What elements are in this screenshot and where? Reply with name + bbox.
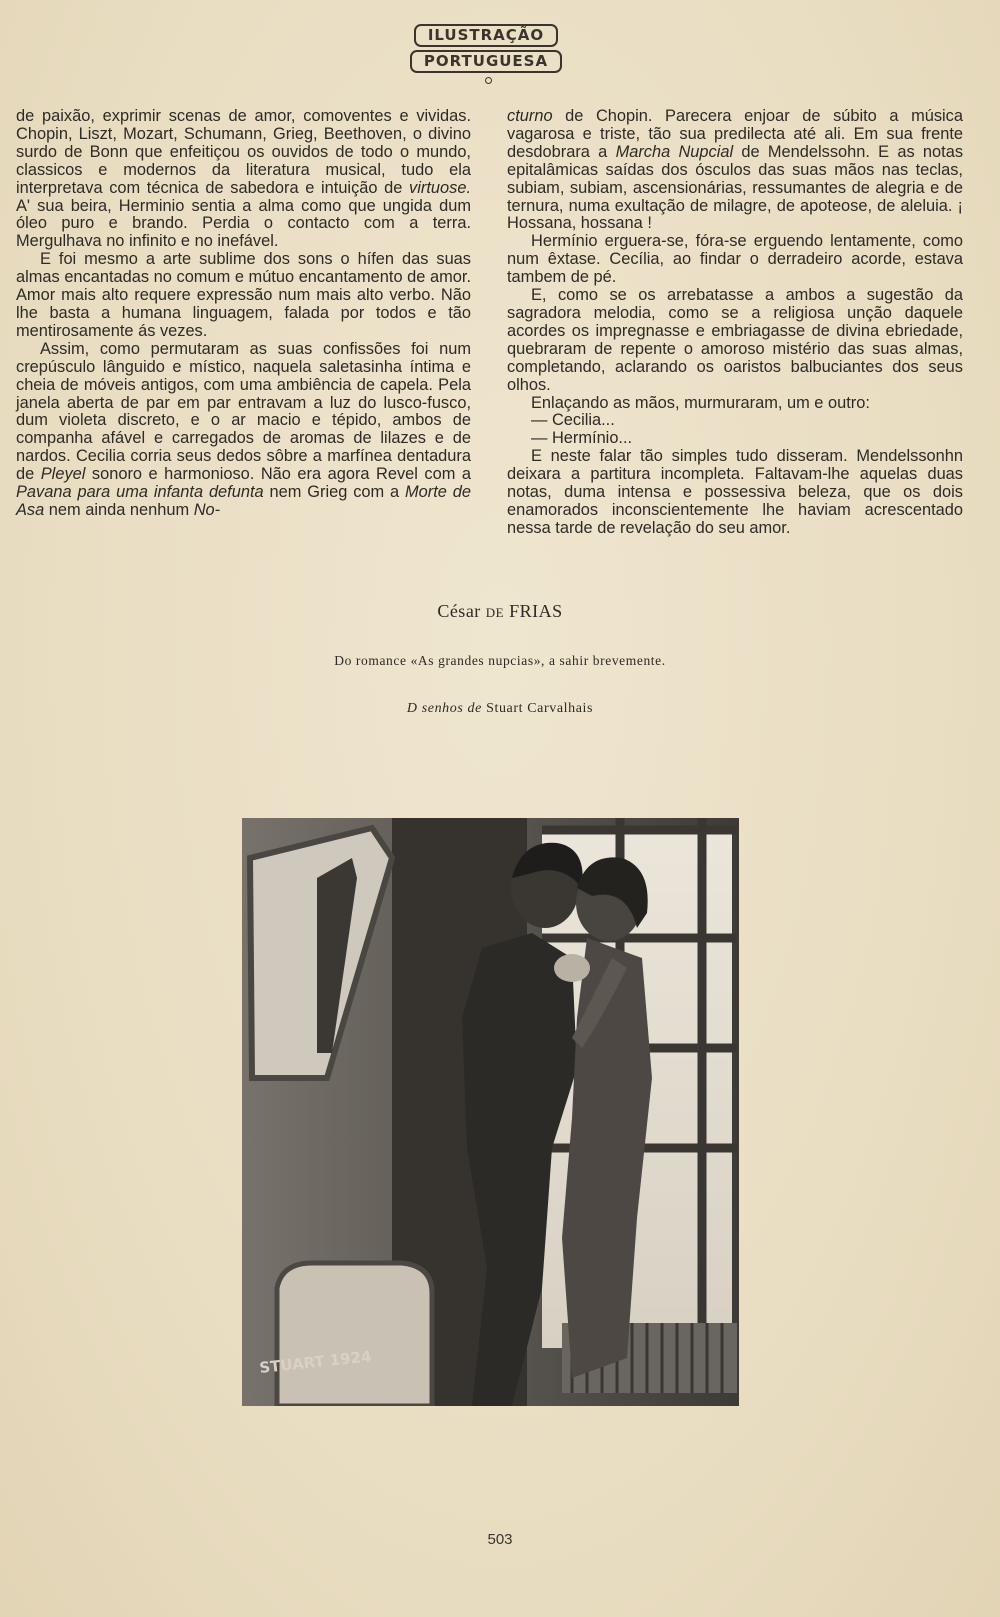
illustration-credit xyxy=(0,701,1000,717)
right-text-column xyxy=(507,108,963,538)
clasped-hands xyxy=(554,954,590,982)
paragraph: E, como se os arrebatasse a ambos a sugestão da sagradora melodia, como se a religiosa unção daquele acordes os impregnasse e embriagasse de divina ebriedade, quebraram de repente o amoroso mistério das suas almas, completando, aclarando os oaristos balbuciantes dos seus olhos. xyxy=(507,286,963,394)
text-run: A' sua beira, Herminio sentia a alma como que ungida dum óleo puro e brando. Perdia o contacto com a terra. Mergulhava no infinito e no inefável. xyxy=(16,196,471,251)
paragraph: Enlaçando as mãos, murmuraram, um e outro: xyxy=(531,393,870,412)
italic-title: Morte de Asa xyxy=(16,483,472,519)
paragraph xyxy=(507,108,963,233)
author-last-name: FRIAS xyxy=(509,601,563,621)
text-run: sonoro e harmonioso. Não era agora Revel com a xyxy=(85,465,472,484)
text-run: nem Grieg com a xyxy=(263,483,400,502)
illustration-drawing xyxy=(242,818,739,1406)
illustration-couple-embracing xyxy=(242,818,739,1406)
text-run: nem ainda nenhum xyxy=(44,500,190,519)
italic-term: cturno xyxy=(507,107,553,125)
paragraph: Hermínio erguera-se, fóra-se erguendo lentamente, como num êxtase. Cecília, ao findar o derradeiro acorde, estava tambem de pé. xyxy=(507,232,963,287)
artist-signature: STUART 1924 xyxy=(258,1347,373,1377)
masthead-line-2: PORTUGUESA xyxy=(410,50,562,73)
masthead-line-1: ILUSTRAÇÃO xyxy=(414,24,558,47)
text-run: de Chopin. Parecera enjoar de súbito a música vagarosa e triste, tão sua predilecta até ali. Em sua frente desdobrara a xyxy=(507,107,963,161)
masthead-logo xyxy=(410,24,562,80)
credit-artist: Stuart Carvalhais xyxy=(486,701,594,716)
author-first-name: César xyxy=(437,601,481,621)
dialogue-line: — Hermínio... xyxy=(531,429,633,448)
italic-term: No- xyxy=(193,500,221,519)
source-note: Do romance «As grandes nupcias», a sahir brevemente. xyxy=(334,653,666,668)
page-number: 503 xyxy=(487,1531,513,1548)
dialogue-line: — Cecilia... xyxy=(531,411,615,430)
italic-title: Pavana para uma infanta defunta xyxy=(16,483,264,502)
credit-prefix: D senhos de xyxy=(406,701,482,716)
author-particle: DE xyxy=(485,605,505,620)
paragraph: E neste falar tão simples tudo disseram. Mendelssonhn deixara a partitura incompleta. Faltavam-lhe aquelas duas notas, duma intensa e possessiva beleza, que os dois enamorados inconscientemente lhe haviam acrescentado nessa tarde de revelação do seu amor. xyxy=(507,447,963,537)
italic-title: Marcha Nupcial xyxy=(615,142,734,161)
text-run: de paixão, exprimir scenas de amor, comoventes e vividas. Chopin, Liszt, Mozart, Schumann, Grieg, Beethoven, o divino surdo de Bonn que enfeitiçou os ouvidos de todo o mundo, classicos e modernos da literatura musical, tudo ela interpretava com técnica de sabedora e intuição de xyxy=(16,107,471,197)
author-byline xyxy=(0,601,1000,622)
text-run: Assim, como permutaram as suas confissões foi num crepúsculo lânguido e místico, naquela saletasinha íntima e cheia de móveis antigos, com uma ambiência de capela. Pela janela aberta de par em par entravam a luz do lusco-fusco, dum violeta discreto, e o ar macio e tépido, ambos de companha afável e carregados de aromas de lilazes e de nardos. Cecilia corria seus dedos sôbre a marfínea dentadura de xyxy=(16,339,471,484)
text-run: de Mendelssohn. E as notas epitalâmicas saídas dos ósculos das suas mãos nas teclas, subiam, subiam, ascensionárias, ressumantes de alegria e de ternura, numa exultação de milagre, de apoteose, de aleluia. ¡ Hossana, hossana ! xyxy=(507,142,964,233)
italic-term: Pleyel xyxy=(40,465,86,484)
paragraph xyxy=(16,341,471,520)
paragraph xyxy=(16,108,471,251)
left-text-column xyxy=(16,108,471,520)
italic-term: virtuose. xyxy=(409,178,471,197)
masthead-ornament xyxy=(485,77,492,84)
paragraph: E foi mesmo a arte sublime dos sons o hífen das suas almas encantadas no comum e mútuo encantamento de amor. Amor mais alto requere expressão num mais alto verbo. Não lhe basta a humana linguagem, falada por todos e tão mentirosamente ás vezes. xyxy=(16,250,471,340)
chair-back xyxy=(277,1263,432,1406)
